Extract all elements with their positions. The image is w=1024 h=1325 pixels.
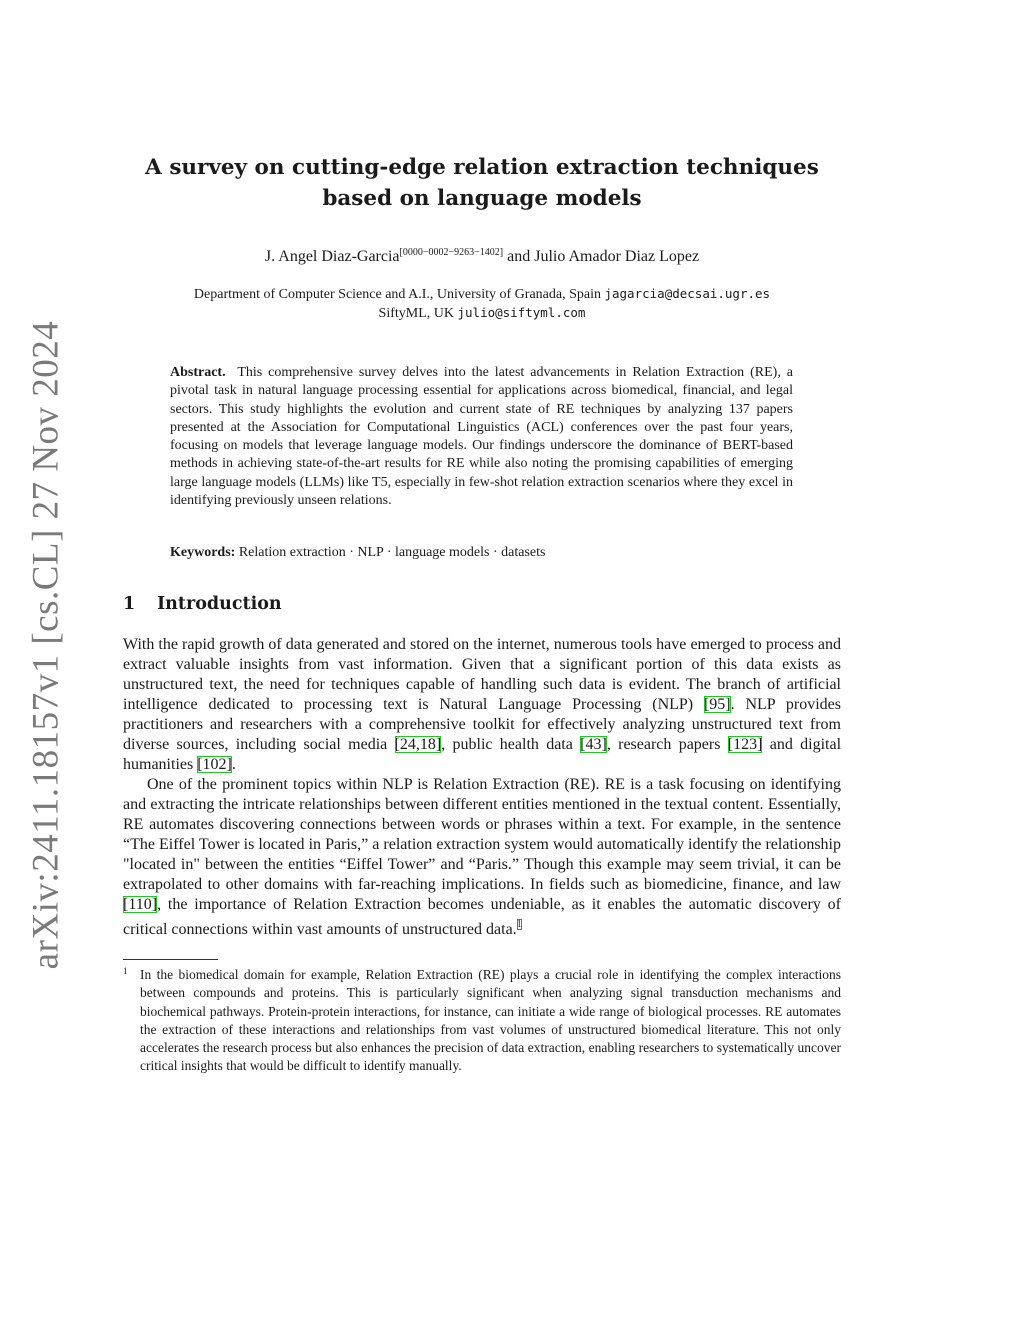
footnote <box>123 962 841 1076</box>
citation-link[interactable]: [102] <box>197 756 232 773</box>
keywords-text: Relation extraction · NLP · language models · datasets <box>238 545 546 560</box>
footnote-text: In the biomedical domain for example, Relation Extraction (RE) plays a crucial role in identifying the complex interactions between compounds and proteins. This is particularly significant when analyzing signal transduction mechanisms and biochemical pathways. Protein-protein interactions, for instance, can initiate a wide range of biological processes. RE automates the extraction of these interactions and relationships from vast volumes of unstructured biomedical literature. This not only accelerates the research process but also enhances the precision of data extraction, enabling researchers to systematically uncover critical insights that would be difficult to identify manually. <box>140 967 841 1074</box>
section-title: Introduction <box>157 594 282 614</box>
abstract-text: This comprehensive survey delves into the latest advancements in Relation Extraction (RE), a pivotal task in natural language processing essential for applications across biomedical, financial, and legal sectors. This study highlights the evolution and current state of RE techniques by analyzing 137 papers presented at the Association for Computational Linguistics (ACL) conferences over the past four years, focusing on models that leverage language models. Our findings underscore the dominance of BERT-based methods in achieving state-of-the-art results for RE while also noting the promising capabilities of emerging large language models (LLMs) like T5, especially in few-shot relation extraction scenarios where they excel in identifying previously unseen relations. <box>170 365 794 509</box>
paragraph-text: and digital humanities <box>123 736 842 773</box>
paragraph-text: , public health data <box>441 736 581 753</box>
citation-link[interactable]: [43] <box>580 736 607 753</box>
orcid-id[interactable]: [0000−0002−9263−1402] <box>399 247 504 258</box>
footnote-number: 1 <box>123 966 128 976</box>
email-link[interactable]: julio@siftyml.com <box>457 305 586 320</box>
author-name: J. Angel Diaz-Garcia <box>264 248 400 265</box>
affiliation-text: SiftyML, UK <box>378 306 454 321</box>
paragraph-text: . NLP provides practitioners and researchers with a comprehensive toolkit for effectively analyzing unstructured text from diverse sources, including social media <box>123 696 842 753</box>
paragraph-text: With the rapid growth of data generated and stored on the internet, numerous tools have emerged to process and extract valuable insights from vast information. Given that a significant portion of this data exists as unstructured text, the need for techniques capable of handling such data is evident. The branch of artificial intelligence dedicated to processing text is Natural Language Processing (NLP) <box>123 636 841 713</box>
keywords-label: Keywords: <box>170 545 236 560</box>
keywords <box>170 545 793 561</box>
citation-link[interactable]: [95] <box>703 696 731 713</box>
paragraph-text: . <box>231 756 236 773</box>
affiliation-line <box>123 285 841 304</box>
affiliation-line <box>123 304 841 323</box>
email-link[interactable]: jagarcia@decsai.ugr.es <box>604 286 771 301</box>
section-number: 1 <box>123 594 136 614</box>
affiliations <box>123 285 841 323</box>
affiliation-text: Department of Computer Science and A.I., University of Granada, Spain <box>193 287 601 302</box>
paragraph <box>123 775 841 940</box>
paragraph-text: , the importance of Relation Extraction becomes undeniable, as it enables the automatic discovery of critical connections within vast amounts of unstructured data. <box>123 896 841 938</box>
arxiv-identifier: arXiv:2411.18157v1 [cs.CL] 27 Nov 2024 <box>25 320 67 970</box>
paragraph-text: One of the prominent topics within NLP is Relation Extraction (RE). RE is a task focusing on identifying and extracting the intricate relationships between different entities mentioned in the textual content. Essentially, RE automates discovering connections between words or phrases within a text. For example, in the sentence “The Eiffel Tower is located in Paris,” a relation extraction system would automatically identify the relationship "located in" between the entities “Eiffel Tower” and “Paris.” Though this example may seem trivial, it can be extrapolated to other domains with far-reaching implications. In fields such as biomedicine, finance, and law <box>123 776 841 893</box>
citation-link[interactable]: [110] <box>123 896 158 913</box>
paper-title: A survey on cutting-edge relation extraction techniques based on language models <box>145 155 819 211</box>
footnote-link[interactable]: 1 <box>516 919 522 930</box>
author-joiner: and <box>507 248 531 265</box>
author-line <box>123 247 841 266</box>
section-heading <box>123 594 282 614</box>
abstract-label: Abstract. <box>170 365 226 380</box>
footnote-divider <box>123 959 218 960</box>
citation-link[interactable]: [123] <box>727 736 763 753</box>
paragraph <box>123 635 841 775</box>
abstract <box>170 364 793 510</box>
citation-link[interactable]: [24,18] <box>394 736 442 753</box>
paragraph-text: , research papers <box>606 736 728 753</box>
author-name: Julio Amador Diaz Lopez <box>534 248 700 265</box>
